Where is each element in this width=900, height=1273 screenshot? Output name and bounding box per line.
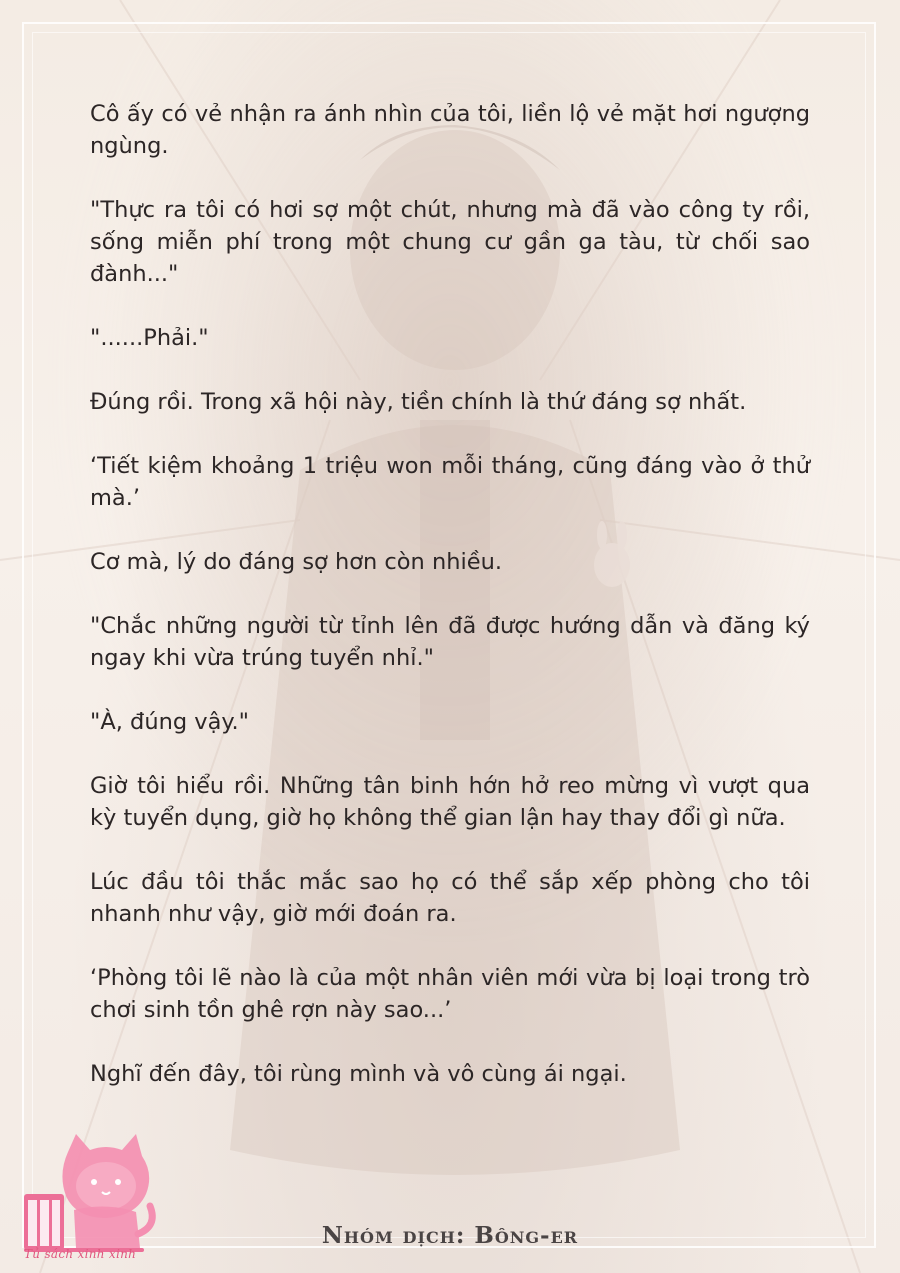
paragraph: ‘Tiết kiệm khoảng 1 triệu won mỗi tháng, cũng đáng vào ở thử mà.’ bbox=[90, 453, 810, 511]
translation-credit: Nhóm dịch: Bông-er bbox=[321, 1222, 579, 1249]
paragraph: Giờ tôi hiểu rồi. Những tân binh hớn hở reo mừng vì vượt qua kỳ tuyển dụng, giờ họ không thể gian lận hay thay đổi gì nữa. bbox=[90, 773, 810, 831]
paragraph: Cô ấy có vẻ nhận ra ánh nhìn của tôi, liền lộ vẻ mặt hơi ngượng ngùng. bbox=[90, 101, 810, 159]
story-text bbox=[90, 98, 810, 1122]
paragraph: "Chắc những người từ tỉnh lên đã được hướng dẫn và đăng ký ngay khi vừa trúng tuyển nhỉ." bbox=[90, 613, 810, 671]
paragraph: Lúc đầu tôi thắc mắc sao họ có thể sắp xếp phòng cho tôi nhanh như vậy, giờ mới đoán ra. bbox=[90, 869, 810, 927]
paragraph: "À, đúng vậy." bbox=[90, 709, 249, 735]
paragraph: "Thực ra tôi có hơi sợ một chút, nhưng mà đã vào công ty rồi, sống miễn phí trong một chung cư gần ga tàu, từ chối sao đành..." bbox=[90, 197, 810, 287]
logo-text: Tủ sách xinh xinh bbox=[24, 1247, 137, 1261]
paragraph: Cơ mà, lý do đáng sợ hơn còn nhiều. bbox=[90, 549, 502, 575]
paragraph: Đúng rồi. Trong xã hội này, tiền chính là thứ đáng sợ nhất. bbox=[90, 389, 747, 415]
paragraph: Nghĩ đến đây, tôi rùng mình và vô cùng ái ngại. bbox=[90, 1061, 627, 1087]
paragraph: "......Phải." bbox=[90, 325, 209, 351]
paragraph: ‘Phòng tôi lẽ nào là của một nhân viên mới vừa bị loại trong trò chơi sinh tồn ghê rợn này sao...’ bbox=[90, 965, 810, 1023]
